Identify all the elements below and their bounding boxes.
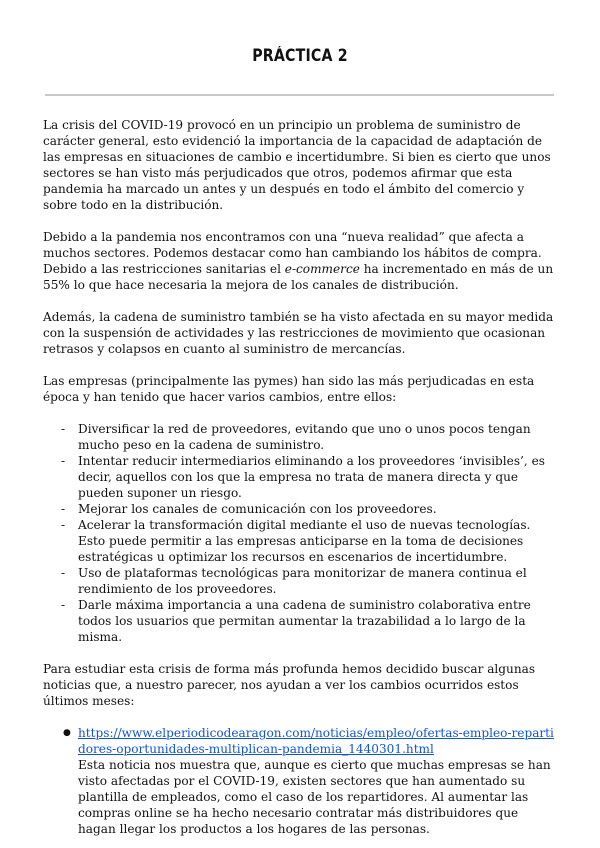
changes-list [43,421,557,645]
dash-marker: - [61,422,66,436]
dash-marker: - [61,598,66,612]
list-item [43,565,557,597]
dash-marker: - [61,566,66,580]
document-body [43,117,557,837]
list-item-text: Uso de plataformas tecnológicas para monitorizar de manera continua el rendimiento de los proveedores. [78,566,527,596]
list-item [43,501,557,517]
list-item [43,597,557,645]
paragraph-pandemic-end: ha incrementado en más de un 55% lo que hace necesaria la mejora de los canales de distribución. [43,262,554,292]
title-divider [45,94,554,96]
dash-marker: - [61,454,66,468]
ecommerce-term: e-commerce [284,262,360,276]
list-item [43,453,557,501]
list-item [43,517,557,565]
page-title: PRÁCTICA 2 [252,46,348,65]
paragraph-companies: Las empresas (principalmente las pymes) han sido las más perjudicadas en esta época y han tenido que hacer varios cambios, entre ellos: [43,374,535,404]
paragraph-pandemic-start: Debido a la pandemia nos encontramos con una “nueva realidad” que afecta a muchos sectores. Podemos destacar como han cambiando los hábitos de compra. Debido a las restricciones sanitarias el [43,230,542,276]
list-item-text: Mejorar los canales de comunicación con los proveedores. [78,502,437,516]
list-item-text: Darle máxima importancia a una cadena de suministro colaborativa entre todos los usuarios que permitan aumentar la trazabilidad a lo largo de la misma. [78,598,531,644]
list-item [43,421,557,453]
paragraph-news-intro: Para estudiar esta crisis de forma más profunda hemos decidido buscar algunas noticias que, a nuestro parecer, nos ayudan a ver los cambios ocurridos estos últimos meses: [43,662,536,708]
paragraph-intro: La crisis del COVID-19 provocó en un principio un problema de suministro de carácter general, esto evidenció la importancia de la capacidad de adaptación de las empresas en situaciones de cambio e incertidumbre. Si bien es cierto que unos sectores se han visto más perjudicados que otros, podemos afirmar que esta pandemia ha marcado un antes y un después en todo el ámbito del comercio y sobre todo en la distribución. [43,118,551,212]
news-list [43,725,557,837]
list-item-text: Intentar reducir intermediarios eliminando a los proveedores ‘invisibles’, es decir, aquellos con los que la empresa no trata de manera directa y que pueden suponer un riesgo. [78,454,545,500]
dash-marker: - [61,502,66,516]
paragraph-supply-chain: Además, la cadena de suministro también se ha visto afectada en su mayor medida con la suspensión de actividades y las restricciones de movimiento que ocasionan retrasos y colapsos en cuanto al suministro de mercancías. [43,310,554,356]
dash-marker: - [61,518,66,532]
list-item-text: Diversificar la red de proveedores, evitando que uno o unos pocos tengan mucho peso en la cadena de suministro. [78,422,531,452]
paragraph-pandemic [43,229,557,293]
bullet-marker: ● [63,728,71,738]
news-link[interactable]: https://www.elperiodicodearagon.com/noticias/empleo/ofertas-empleo-repartidores-oportunidades-multiplican-pandemia_1440301.html [78,726,554,756]
news-summary: Esta noticia nos muestra que, aunque es cierto que muchas empresas se han visto afectadas por el COVID-19, existen sectores que han aumentado su plantilla de empleados, como el caso de los repartidores. Al aumentar las compras online se ha hecho necesario contratar más distribuidores que hagan llegar los productos a los hogares de las personas. [78,758,551,836]
list-item-text: Acelerar la transformación digital mediante el uso de nuevas tecnologías. Esto puede permitir a las empresas anticiparse en la toma de decisiones estratégicas u optimizar los recursos en escenarios de incertidumbre. [78,518,531,564]
news-item [43,725,557,837]
